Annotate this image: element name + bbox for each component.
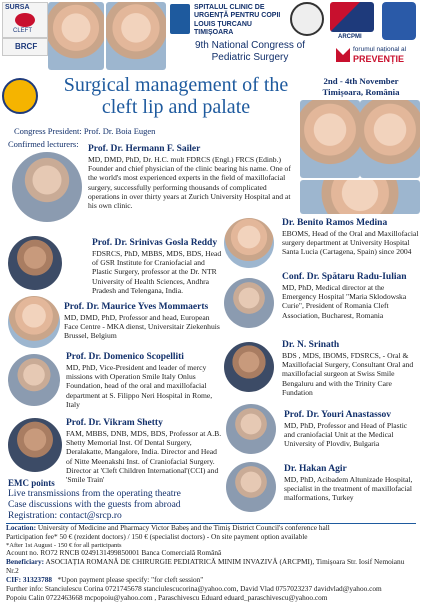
lecturer-desc: MD, DMD, PhD, Professor and head, European Face Centre - MKA dienst, Universitair Ziekenhuis Brussel, Belgium xyxy=(64,313,220,341)
location-text: University of Medicine and Pharmacy Victor Babeș and the Timiș District Council's conference hall xyxy=(37,523,330,532)
lecturer-anastassov xyxy=(284,410,420,449)
lecturer-name: Prof. Dr. Domenico Scopelliti xyxy=(66,352,184,362)
lecturer-srinath xyxy=(282,340,420,397)
lecturer-desc: FAM, MBBS, DNB, MDS, BDS, Professor at A.B. Shetty Memorial Inst. Of Dental Surgery, Deralakatte, Mangalore, India. Director and Head of Nitte Meenakshi Inst. of Craniofacial Surgery. Director at 'Cleft Children International'(CCI) and 'Smile Train' xyxy=(66,429,222,485)
cleft-logo-text: CLEFT xyxy=(13,28,33,34)
info-line2: Popoiu Calin 0722463668 mcpopoiu@yahoo.com , Paraschivescu Eduard eduard_paraschivescu@yahoo.com xyxy=(6,592,328,602)
emc-line2: Case discussions with the guests from abroad xyxy=(8,499,181,510)
arcpmi-label: ARCPMI xyxy=(338,34,362,40)
hospital-logo xyxy=(170,2,286,38)
prevent-line2: PREVENȚIE xyxy=(353,54,405,64)
rotary-logo xyxy=(2,78,38,114)
lecturers-heading: Confirmed lecturers: xyxy=(8,139,79,149)
dates: 2nd - 4th November xyxy=(323,76,399,86)
child-photo-3 xyxy=(300,180,420,214)
emc-label: EMC points xyxy=(8,478,55,488)
lecturer-ramos xyxy=(282,218,420,257)
smile-icon xyxy=(15,13,35,27)
lecturer-photo-ramos xyxy=(224,218,274,268)
lecturer-desc: MD, PhD, Medical director at the Emergency Hospital "Maria Sklodowska Curie", President of Romania Cleft Association, Bucharest, Romania xyxy=(282,283,407,320)
lecturer-name: Prof. Dr. Vikram Shetty xyxy=(66,418,163,428)
prevent-logo xyxy=(336,44,420,68)
seal-icon xyxy=(290,2,324,36)
lecturer-photo-srinath xyxy=(224,342,274,392)
lecturer-name: Conf. Dr. Spătaru Radu-Iulian xyxy=(282,272,407,282)
lecturer-name: Dr. N. Srinath xyxy=(282,340,340,350)
lecturer-photo-scopelliti xyxy=(8,354,60,406)
location-city: Timișoara, România xyxy=(322,87,400,97)
baby-photo-right xyxy=(106,2,166,70)
lecturer-desc: EBOMS, Head of the Oral and Maxillofacial surgery department at University Hospital Santa Lucia (Cartagena, Spain) since 2004 xyxy=(282,229,419,257)
lecturer-scopelliti xyxy=(66,352,222,409)
cif-note: *Upon payment please specify: "for cleft session" xyxy=(57,575,204,585)
hospital-name: SPITALUL CLINIC DE URGENȚĂ PENTRU COPII LOUIS ȚURCANU TIMIȘOARA xyxy=(194,4,281,36)
child-photo-1 xyxy=(300,100,360,178)
fee-note: *After 1st August - 150 € for all participants xyxy=(6,541,122,549)
lecturer-desc: MD, PhD, Professor and Head of Plastic and craniofacial Unit at the Medical University of Plovdiv, Bulgaria xyxy=(284,421,408,449)
account: Acount no. RO72 RNCB 0249131499850001 Banca Comercială Română xyxy=(6,548,222,558)
lecturer-desc: FDSRCS, PhD, MBBS, MDS, BDS, Head of GSR Institute for Craniofacial and Plastic Surgery, professor at the Dr. NTR University of Health Sciences, Andhra Pradesh and Telengana, India. xyxy=(92,249,222,295)
lecturer-desc: BDS , MDS, IBOMS, FDSRCS, - Oral & Maxillofacial Surgery, Consultant Oral and maxillofacial surgeon at Swiss Smile Bengaluru and with the Trinity Care Fundation xyxy=(282,351,414,397)
beneficiary-label: Beneficiary: xyxy=(6,557,45,567)
lecturer-photo-shetty xyxy=(8,418,62,472)
main-title-line1: Surgical management of the xyxy=(63,74,289,96)
congress-line1: 9th National Congress of xyxy=(194,40,306,51)
lecturer-name: Dr. Hakan Agir xyxy=(284,464,347,474)
congress-line2: Pediatric Surgery xyxy=(211,52,289,63)
lecturer-photo-reddy xyxy=(8,236,62,290)
lecturer-photo-spataru xyxy=(224,278,274,328)
beneficiary-row xyxy=(6,558,418,576)
prevent-line1: forumul național al xyxy=(353,46,407,53)
main-title xyxy=(44,74,308,118)
sursa-logo-text: SURSA xyxy=(5,4,30,11)
lecturer-spataru xyxy=(282,272,420,320)
cif: CIF: 31323788 xyxy=(6,575,53,585)
brcf-logo-text: BRCF xyxy=(15,42,38,51)
sursa-logo xyxy=(2,2,48,38)
baby-photo-left xyxy=(48,2,104,70)
lecturer-desc: MD, PhD, Acibadem Altunizade Hospital, specialist in the treatment of maxillofacial malformations, Turkey xyxy=(284,475,413,503)
lecturer-desc: MD, PhD, Vice-President and leader of mercy missions with Operation Smile Italy Onlus Foundation, head of the oral and maxillofacial department at S. Filippo Neri Hospital in Rome, Italy xyxy=(66,363,213,409)
lecturer-reddy xyxy=(92,238,222,295)
lecturer-mommaerts xyxy=(64,302,224,341)
crest-icon xyxy=(382,2,416,40)
lecturer-photo-mommaerts xyxy=(8,296,60,348)
lecturer-sailer xyxy=(88,144,298,210)
emc-line1: Live transmissions from the operating theatre xyxy=(8,488,181,499)
info-line1: Further info: Stanciulescu Corina 0721745678 stanciulescucorina@yahoo.com, David Vlad 0757023237 davidvlad@yahoo.com xyxy=(6,583,382,593)
congress-title xyxy=(170,40,330,64)
lecturer-name: Prof. Dr. Hermann F. Sailer xyxy=(88,144,201,154)
lecturer-name: Prof. Dr. Srinivas Gosla Reddy xyxy=(92,238,218,248)
congress-president: Congress President: Prof. Dr. Boia Eugen xyxy=(14,126,156,136)
lecturer-shetty xyxy=(66,418,222,484)
emc-section xyxy=(8,478,248,522)
lecturer-photo-sailer xyxy=(12,152,82,222)
registration-link[interactable]: Registration: contact@srcp.ro xyxy=(8,510,122,521)
hospital-icon xyxy=(170,4,190,34)
lecturer-agir xyxy=(284,464,420,503)
arcpmi-logo xyxy=(330,2,374,32)
brcf-logo xyxy=(2,38,48,56)
child-photo-2 xyxy=(360,100,420,178)
lecturer-photo-anastassov xyxy=(226,404,276,454)
congress-dates xyxy=(304,76,418,98)
fee-text: Participation fee* 50 € (rezident doctors) / 150 € (specialist doctors) - On site payment option available xyxy=(6,531,308,541)
beneficiary-text: ASOCIAȚIA ROMANĂ DE CHIRURGIE PEDIATRICĂ MINIM INVAZIVĂ (ARCPMI), Timișoara Str. Iosif Nemoianu Nr.2 xyxy=(6,557,405,576)
lecturer-desc: MD, DMD, PhD, Dr. H.C. mult FDRCS (Engl.) FRCS (Edinb.) Founder and chief physician of the clinic bearing his name. One of the world's most experienced experts in the field of maxillofacial surgery, successfully performing thousands of complicated operations in over thirty years at Zurich University Hospital and at his own clinic. xyxy=(88,155,291,211)
location-label: Location: xyxy=(6,523,36,532)
main-title-line2: cleft lip and palate xyxy=(101,96,251,118)
lecturer-name: Dr. Benito Ramos Medina xyxy=(282,218,388,228)
lecturer-name: Prof. Dr. Youri Anastassov xyxy=(284,410,392,420)
prevent-m-icon xyxy=(336,48,350,62)
lecturer-name: Prof. Dr. Maurice Yves Mommaerts xyxy=(64,302,209,312)
footer xyxy=(6,524,418,603)
